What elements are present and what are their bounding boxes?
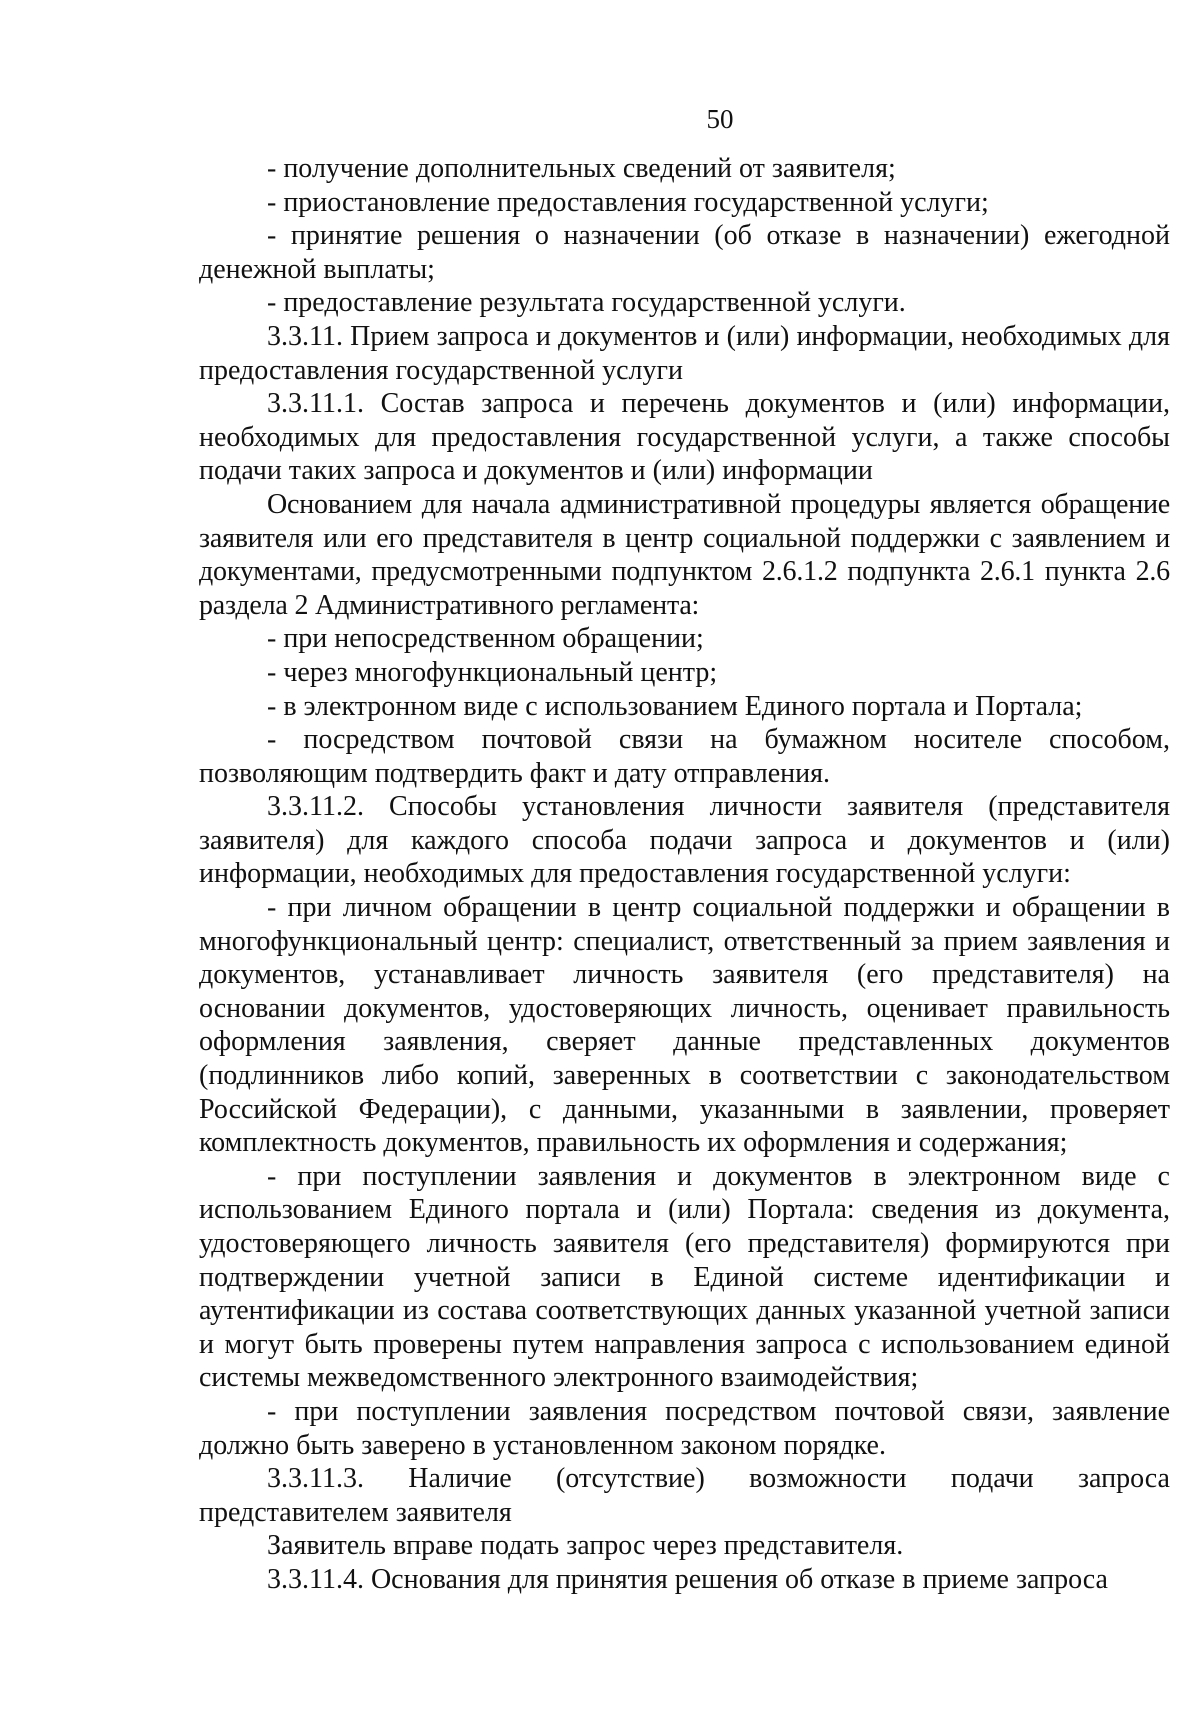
section-heading: 3.3.11.2. Способы установления личности заявителя (представителя заявителя) для каждого способа подачи запроса и документов и (или) информации, необходимых для предоставления государственной услуги: [199, 791, 1170, 890]
document-body [199, 152, 1170, 1597]
page-number: 50 [706, 104, 734, 134]
paragraph: - при непосредственном обращении; [267, 623, 704, 655]
paragraph: - при личном обращении в центр социальной поддержки и обращении в многофункциональный центр: специалист, ответственный за прием заявления и документов, устанавливает личность заявителя (его представителя) на основании документов, удостоверяющих личность, оценивает правильность оформления заявления, сверяет данные представленных документов (подлинников либо копий, заверенных в соответствии с законодательством Российской Федерации), с данными, указанными в заявлении, проверяет комплектность документов, правильность их оформления и содержания; [199, 892, 1170, 1159]
paragraph: - предоставление результата государственной услуги. [267, 287, 906, 319]
paragraph: Основанием для начала административной процедуры является обращение заявителя или его представителя в центр социальной поддержки с заявлением и документами, предусмотренными подпунктом 2.6.1.2 подпункта 2.6.1 пункта 2.6 раздела 2 Административного регламента: [199, 488, 1170, 621]
paragraph: - посредством почтовой связи на бумажном носителе способом, позволяющим подтвердить факт и дату отправления. [199, 724, 1170, 789]
section-heading: 3.3.11.1. Состав запроса и перечень документов и (или) информации, необходимых для предоставления государственной услуги, а также способы подачи таких запроса и документов и (или) информации [199, 388, 1170, 487]
paragraph: Заявитель вправе подать запрос через представителя. [267, 1530, 904, 1562]
paragraph: - приостановление предоставления государственной услуги; [267, 186, 989, 218]
paragraph: - при поступлении заявления посредством почтовой связи, заявление должно быть заверено в установленном законом порядке. [199, 1395, 1170, 1461]
paragraph: - через многофункциональный центр; [267, 656, 718, 688]
paragraph: - получение дополнительных сведений от заявителя; [267, 153, 896, 184]
paragraph: - при поступлении заявления и документов в электронном виде с использованием Единого портала и (или) Портала: сведения из документа, удостоверяющего личность заявителя (его представителя) формируются при подтверждении учетной записи в Единой системе идентификации и аутентификации из состава соответствующих данных указанной учетной записи и могут быть проверены путем направления запроса с использованием единой системы межведомственного электронного взаимодействия; [199, 1160, 1170, 1394]
section-heading: 3.3.11.4. Основания для принятия решения об отказе в приеме запроса [267, 1563, 1108, 1595]
section-heading: 3.3.11. Прием запроса и документов и (или) информации, необходимых для предоставления государственной услуги [199, 320, 1170, 386]
paragraph: - принятие решения о назначении (об отказе в назначении) ежегодной денежной выплаты; [199, 220, 1170, 285]
section-heading: 3.3.11.3. Наличие (отсутствие) возможности подачи запроса представителем заявителя [199, 1463, 1170, 1528]
paragraph: - в электронном виде с использованием Единого портала и Портала; [267, 690, 1083, 722]
